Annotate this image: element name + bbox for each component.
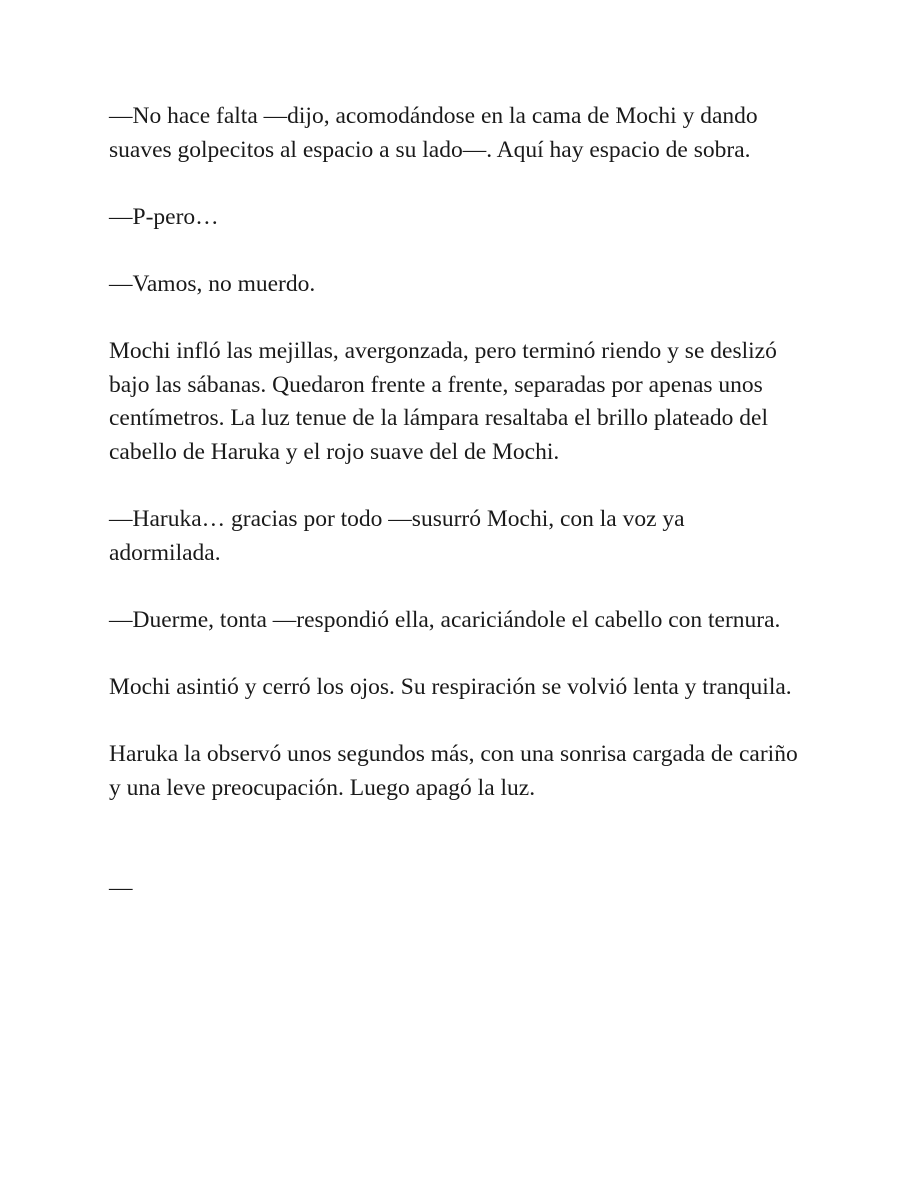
paragraph-4: Mochi infló las mejillas, avergonzada, pero terminó riendo y se deslizó bajo las sábanas. Quedaron frente a frente, separadas por apenas unos centímetros. La luz tenue de la lámpara resaltaba el brillo plateado del cabello de Haruka y el rojo suave del de Mochi. [109,338,777,465]
paragraph-2: —P-pero… [109,203,219,230]
paragraph-3: —Vamos, no muerdo. [109,270,316,297]
section-end-dash: — [109,875,133,902]
paragraph-1: —No hace falta —dijo, acomodándose en la cama de Mochi y dando suaves golpecitos al espacio a su lado—. Aquí hay espacio de sobra. [109,103,758,163]
paragraph-6: —Duerme, tonta —respondió ella, acariciándole el cabello con ternura. [109,606,781,633]
paragraph-8: Haruka la observó unos segundos más, con una sonrisa cargada de cariño y una leve preocupación. Luego apagó la luz. [109,741,798,801]
document-page [109,100,799,940]
paragraph-5: —Haruka… gracias por todo —susurró Mochi, con la voz ya adormilada. [109,506,685,566]
paragraph-7: Mochi asintió y cerró los ojos. Su respiración se volvió lenta y tranquila. [109,674,792,701]
